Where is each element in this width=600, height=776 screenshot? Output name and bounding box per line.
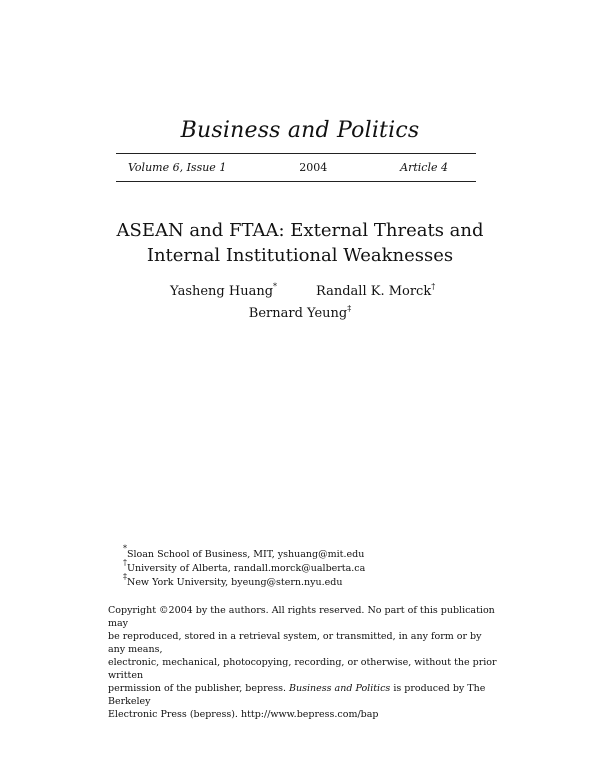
- publication-year: 2004: [299, 160, 328, 174]
- header-rule-top: [116, 153, 476, 154]
- issue-bar: [128, 158, 448, 176]
- article-number: Article 4: [400, 160, 448, 174]
- volume-issue: Volume 6, Issue 1: [128, 160, 227, 174]
- author-mark: †: [431, 282, 436, 291]
- authors-row-2: [0, 306, 600, 321]
- paper-title: [80, 218, 520, 268]
- footnote-1: *Sloan School of Business, MIT, yshuang@mit.edu: [123, 544, 365, 560]
- author-huang: Yasheng Huang*: [170, 282, 278, 299]
- author-mark: ‡: [347, 304, 352, 313]
- copyright-notice: Copyright ©2004 by the authors. All rights reserved. No part of this publication may be reproduced, stored in a retrieval system, or transmitted, in any form or by any means, electronic, mechanical, photocopying, recording, or otherwise, without the prior written permission of the publisher, bepress. Business and Politics is produced by The Berkeley Electronic Press (bepress). http://www.bepress.com/bap: [108, 605, 497, 720]
- journal-title: Business and Politics: [180, 118, 420, 143]
- footnote-2: †University of Alberta, randall.morck@ualberta.ca: [123, 558, 366, 574]
- paper-title-line1: ASEAN and FTAA: External Threats and: [116, 220, 484, 241]
- author-morck: Randall K. Morck†: [316, 282, 436, 299]
- author-yeung: Bernard Yeung‡: [248, 304, 352, 321]
- footnote-3: ‡New York University, byeung@stern.nyu.edu: [123, 572, 343, 588]
- author-mark: *: [273, 282, 278, 291]
- header-rule-bottom: [116, 181, 476, 182]
- paper-title-line2: Internal Institutional Weaknesses: [146, 245, 454, 266]
